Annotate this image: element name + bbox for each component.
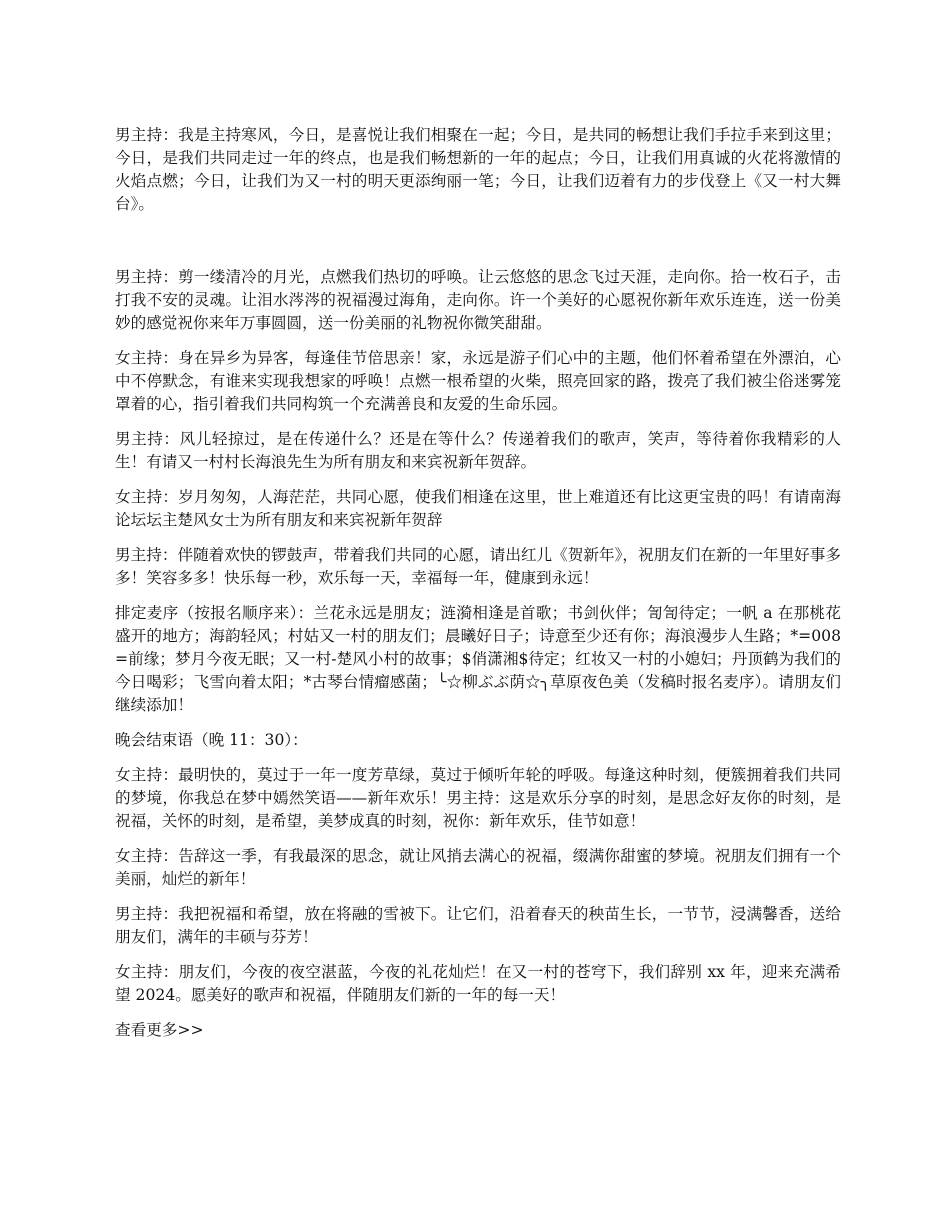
paragraph-female-host-farewell: 女主持：告辞这一季，有我最深的思念，就让风捎去满心的祝福，缀满你甜蜜的梦境。祝朋友们拥有一个美丽，灿烂的新年！ [115, 847, 841, 888]
view-more-link[interactable]: 查看更多>> [115, 1021, 204, 1039]
paragraph-male-host-drums: 男主持：伴随着欢快的锣鼓声，带着我们共同的心愿，请出红儿《贺新年》，祝朋友们在新的一年里好事多多！笑容多多！快乐每一秒，欢乐每一天，幸福每一年，健康到永远！ [115, 546, 841, 587]
paragraph-performance-order: 排定麦序（按报名顺序来）：兰花永远是朋友；涟漪相逢是首歌；书剑伙伴；訇訇待定；一帆 a 在那桃花盛开的地方；海韵轻风；村姑又一村的朋友们；晨曦好日子；诗意至少还有你；海浪漫步人生路；*=008=前缘；梦月今夜无眠；又一村-楚风小村的故事；$俏潇湘$待定；红妆又一村的小媳妇；丹顶鹤为我们的今日喝彩；飞雪向着太阳；*古琴台情瘤感菌；╰☆柳ぶぶ荫☆╮草原夜色美（发稿时报名麦序）。请朋友们继续添加！ [115, 604, 841, 714]
paragraph-male-host-wind: 男主持：风儿轻掠过，是在传递什么？还是在等什么？传递着我们的歌声，笑声，等待着你我精彩的人生！有请又一村村长海浪先生为所有朋友和来宾祝新年贺辞。 [115, 430, 841, 471]
article [115, 124, 841, 1042]
paragraph-female-host-final: 女主持：朋友们，今夜的夜空湛蓝，今夜的礼花灿烂！在又一村的苍穹下，我们辞别 xx 年，迎来充满希望 2024。愿美好的歌声和祝福，伴随朋友们新的一年的每一天！ [115, 963, 841, 1004]
paragraph-female-host-closing: 女主持：最明快的，莫过于一年一度芳草绿，莫过于倾听年轮的呼吸。每逢这种时刻，便簇拥着我们共同的梦境，你我总在梦中嫣然笑语——新年欢乐！男主持：这是欢乐分享的时刻，是思念好友你的时刻，是祝福，关怀的时刻，是希望，美梦成真的时刻，祝你：新年欢乐，佳节如意！ [115, 766, 841, 830]
paragraph-male-host-blessing: 男主持：我把祝福和希望，放在将融的雪被下。让它们，沿着春天的秧苗生长，一节节，浸满馨香，送给朋友们，满年的丰硕与芬芳！ [115, 905, 841, 946]
paragraph-closing-heading: 晚会结束语（晚 11：30）： [115, 731, 308, 749]
paragraph-male-host-moonlight: 男主持：剪一缕清冷的月光，点燃我们热切的呼唤。让云悠悠的思念飞过天涯，走向你。拾一枚石子，击打我不安的灵魂。让泪水涔涔的祝福漫过海角，走向你。许一个美好的心愿祝你新年欢乐连连，送一份美妙的感觉祝你来年万事圆圆，送一份美丽的礼物祝你微笑甜甜。 [115, 268, 841, 332]
paragraph-female-host-years: 女主持：岁月匆匆，人海茫茫，共同心愿，使我们相逢在这里，世上难道还有比这更宝贵的吗！有请南海论坛坛主楚风女士为所有朋友和来宾祝新年贺辞 [115, 488, 841, 529]
paragraph-female-host-homesick: 女主持：身在异乡为异客，每逢佳节倍思亲！家，永远是游子们心中的主题，他们怀着希望在外漂泊，心中不停默念，有谁来实现我想家的呼唤！点燃一根希望的火柴，照亮回家的路，拨亮了我们被尘俗迷雾笼罩着的心，指引着我们共同构筑一个充满善良和友爱的生命乐园。 [115, 349, 841, 413]
paragraph-opening-male-host: 男主持：我是主持寒风，今日，是喜悦让我们相聚在一起；今日，是共同的畅想让我们手拉手来到这里；今日，是我们共同走过一年的终点，也是我们畅想新的一年的起点；今日，让我们用真诚的火花将激情的火焰点燃；今日，让我们为又一村的明天更添绚丽一笔；今日，让我们迈着有力的步伐登上《又一村大舞台》。 [115, 126, 841, 213]
